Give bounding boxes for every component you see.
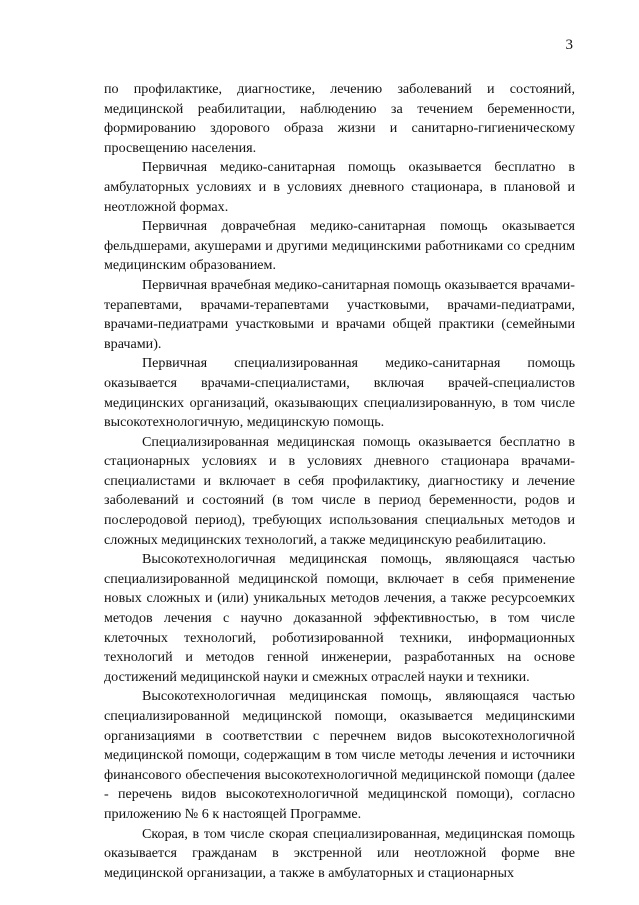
paragraph-continuation: по профилактике, диагностике, лечению заболеваний и состояний, медицинской реабилитации, наблюдению за течением беременности, формированию здорового образа жизни и санитарно-гигиеническому просвещению населения. (104, 81, 575, 156)
document-body (104, 80, 575, 883)
paragraph-physician-care: Первичная врачебная медико-санитарная помощь оказывается врачами-терапевтами, врачами-терапевтами участковыми, врачами-педиатрами, врачами-педиатрами участковыми и врачами общей практики (семейными врачами). (104, 276, 575, 352)
paragraph-high-tech-care-list: Высокотехнологичная медицинская помощь, являющаяся частью специализированной медицинской помощи, оказывается медицинскими организациями в соответствии с перечнем видов высокотехнологичной медицинской помощи, содержащим в том числе методы лечения и источники финансового обеспечения высокотехнологичной медицинской помощи (далее - перечень видов высокотехнологичной медицинской помощи), согласно приложению № 6 к настоящей Программе. (104, 688, 575, 822)
page-number: 3 (565, 37, 573, 53)
paragraph-primary-care: Первичная медико-санитарная помощь оказывается бесплатно в амбулаторных условиях и в условиях дневного стационара, в плановой и неотложной формах. (104, 159, 575, 215)
paragraph-pre-physician-care: Первичная доврачебная медико-санитарная помощь оказывается фельдшерами, акушерами и другими медицинскими работниками со средним медицинским образованием. (104, 218, 575, 274)
paragraph-specialized-primary-care: Первичная специализированная медико-санитарная помощь оказывается врачами-специалистами, включая врачей-специалистов медицинских организаций, оказывающих специализированную, в том числе высокотехнологичную, медицинскую помощь. (104, 355, 575, 431)
paragraph-emergency-care: Скорая, в том числе скорая специализированная, медицинская помощь оказывается гражданам в экстренной или неотложной форме вне медицинской организации, а также в амбулаторных и стационарных (104, 825, 575, 881)
paragraph-high-tech-care: Высокотехнологичная медицинская помощь, являющаяся частью специализированной медицинской помощи, включает в себя применение новых сложных и (или) уникальных методов лечения, а также ресурсоемких методов лечения с научно доказанной эффективностью, в том числе клеточных технологий, роботизированной техники, информационных технологий и методов генной инженерии, разработанных на основе достижений медицинской науки и смежных отраслей науки и техники. (104, 551, 575, 685)
paragraph-specialized-care: Специализированная медицинская помощь оказывается бесплатно в стационарных условиях и в условиях дневного стационара врачами-специалистами и включает в себя профилактику, диагностику и лечение заболеваний и состояний (в том числе в период беременности, родов и послеродовой период), требующих использования специальных методов и сложных медицинских технологий, а также медицинскую реабилитацию. (104, 433, 575, 548)
